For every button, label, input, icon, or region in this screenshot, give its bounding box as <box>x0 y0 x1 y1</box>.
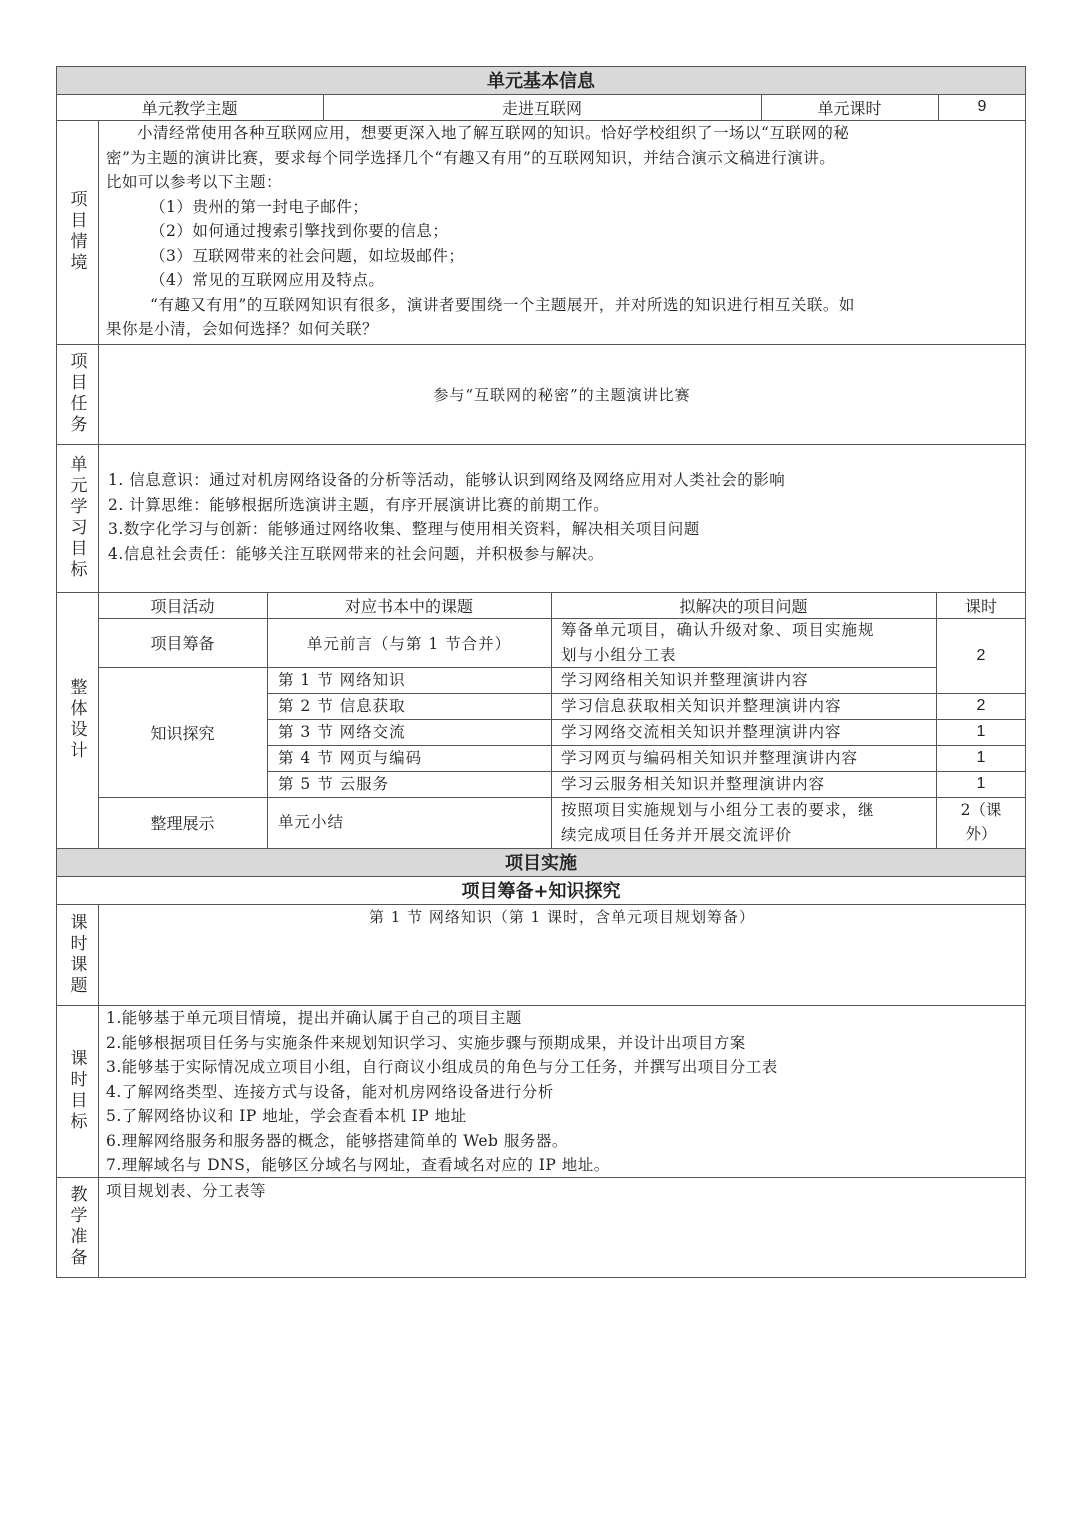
problem-cell: 学习网络交流相关知识并整理演讲内容 <box>561 723 842 741</box>
col-activity: 项目活动 <box>150 596 215 616</box>
topic-cell: 第 3 节 网络交流 <box>278 723 406 741</box>
design-label: 整体设计 <box>66 678 87 762</box>
situation-line: （2）如何通过搜索引擎找到你要的信息； <box>150 222 449 240</box>
situation-line: 密”为主题的演讲比赛，要求每个同学选择几个“有趣又有用”的互联网知识，并结合演示文稿进行演讲。 <box>106 148 836 167</box>
situation-line: （3）互联网带来的社会问题，如垃圾邮件； <box>150 246 465 265</box>
hours-cell: 1 <box>976 749 986 766</box>
goal-line: 3.数字化学习与创新：能够通过网络收集、整理与使用相关资料，解决相关项目问题 <box>108 520 700 538</box>
situation-line: 比如可以参考以下主题： <box>106 173 283 191</box>
hours-cell: 2 <box>976 697 986 714</box>
objective-line: 5.了解网络协议和 IP 地址，学会查看本机 IP 地址 <box>106 1107 467 1125</box>
topic-cell: 单元前言（与第 1 节合并） <box>306 634 512 653</box>
hours-cell: 1 <box>976 723 986 740</box>
theme-value: 走进互联网 <box>501 98 582 118</box>
problem-line: 划与小组分工表 <box>561 645 677 664</box>
implementation-subheader: 项目筹备+知识探究 <box>461 881 621 902</box>
goals-text <box>108 468 1018 566</box>
objective-line: 7.理解域名与 DNS，能够区分域名与网址，查看域名对应的 IP 地址。 <box>106 1156 610 1174</box>
problem-line: 续完成项目任务并开展交流评价 <box>561 825 793 844</box>
lesson-label: 课时课题 <box>66 912 87 997</box>
problem-cell <box>561 797 931 847</box>
topic-cell: 第 1 节 网络知识 <box>278 671 406 689</box>
situation-line: （1）贵州的第一封电子邮件； <box>150 197 369 216</box>
unit-info-header: 单元基本信息 <box>56 66 1026 94</box>
goals-label: 单元学习目标 <box>66 455 87 581</box>
problem-line: 筹备单元项目，确认升级对象、项目实施规 <box>561 621 875 639</box>
topic-cell: 第 2 节 信息获取 <box>278 697 406 715</box>
problem-cell <box>561 618 931 667</box>
hours-value: 9 <box>977 98 987 115</box>
problem-cell: 学习网页与编码相关知识并整理演讲内容 <box>561 749 859 767</box>
hours-line: 外） <box>965 825 997 843</box>
hours-cell <box>936 798 1026 846</box>
col-problem: 拟解决的项目问题 <box>679 596 808 616</box>
topic-cell: 单元小结 <box>278 813 345 831</box>
task-text: 参与“互联网的秘密”的主题演讲比赛 <box>433 385 691 404</box>
col-topic: 对应书本中的课题 <box>344 596 473 616</box>
problem-cell: 学习信息获取相关知识并整理演讲内容 <box>561 697 842 715</box>
situation-label: 项目情境 <box>66 190 87 274</box>
objective-line: 3.能够基于实际情况成立项目小组，自行商议小组成员的角色与分工任务，并撰写出项目分工表 <box>106 1058 778 1076</box>
goal-line: 2. 计算思维：能够根据所选演讲主题，有序开展演讲比赛的前期工作。 <box>108 495 610 514</box>
col-hours: 课时 <box>964 596 997 616</box>
objectives-text <box>106 1006 1021 1178</box>
objective-line: 1.能够基于单元项目情境，提出并确认属于自己的项目主题 <box>106 1009 522 1027</box>
objectives-label: 课时目标 <box>66 1049 87 1133</box>
problem-cell: 学习网络相关知识并整理演讲内容 <box>561 671 809 689</box>
implementation-header: 项目实施 <box>56 848 1026 876</box>
hours-line: 2（课 <box>960 801 1002 819</box>
hours-label: 单元课时 <box>817 98 882 118</box>
objective-line: 4.了解网络类型、连接方式与设备，能对机房网络设备进行分析 <box>106 1082 554 1101</box>
activity-show: 整理展示 <box>150 814 215 833</box>
situation-line: “有趣又有用”的互联网知识有很多，演讲者要围绕一个主题展开，并对所选的知识进行相互关联。如 <box>150 295 855 314</box>
prep-label: 教学准备 <box>66 1185 87 1269</box>
problem-line: 按照项目实施规划与小组分工表的要求，继 <box>561 801 875 819</box>
situation-line: 小清经常使用各种互联网应用，想要更深入地了解互联网的知识。恰好学校组织了一场以“互联网的秘 <box>137 124 850 142</box>
hours-cell-merged: 2 <box>976 646 986 664</box>
activity-prep: 项目筹备 <box>150 634 215 653</box>
objective-line: 2.能够根据项目任务与实施条件来规划知识学习、实施步骤与预期成果，并设计出项目方案 <box>106 1033 746 1052</box>
problem-cell: 学习云服务相关知识并整理演讲内容 <box>561 775 826 793</box>
goal-line: 1. 信息意识：通过对机房网络设备的分析等活动，能够认识到网络及网络应用对人类社会的影响 <box>108 471 786 489</box>
topic-cell: 第 5 节 云服务 <box>278 775 390 793</box>
situation-line: 果你是小清，会如何选择？如何关联？ <box>106 320 379 338</box>
lesson-text: 第 1 节 网络知识（第 1 课时，含单元项目规划筹备） <box>369 908 755 926</box>
activity-explore: 知识探究 <box>150 723 215 743</box>
goal-line: 4.信息社会责任：能够关注互联网带来的社会问题，并积极参与解决。 <box>108 544 604 563</box>
task-label: 项目任务 <box>66 352 87 436</box>
objective-line: 6.理解网络服务和服务器的概念，能够搭建简单的 Web 服务器。 <box>106 1131 568 1150</box>
prep-text: 项目规划表、分工表等 <box>106 1182 267 1200</box>
topic-cell: 第 4 节 网页与编码 <box>278 749 423 767</box>
theme-label: 单元教学主题 <box>141 98 238 118</box>
situation-text <box>106 121 1021 342</box>
hours-cell: 1 <box>976 775 986 792</box>
situation-line: （4）常见的互联网应用及特点。 <box>150 271 385 289</box>
